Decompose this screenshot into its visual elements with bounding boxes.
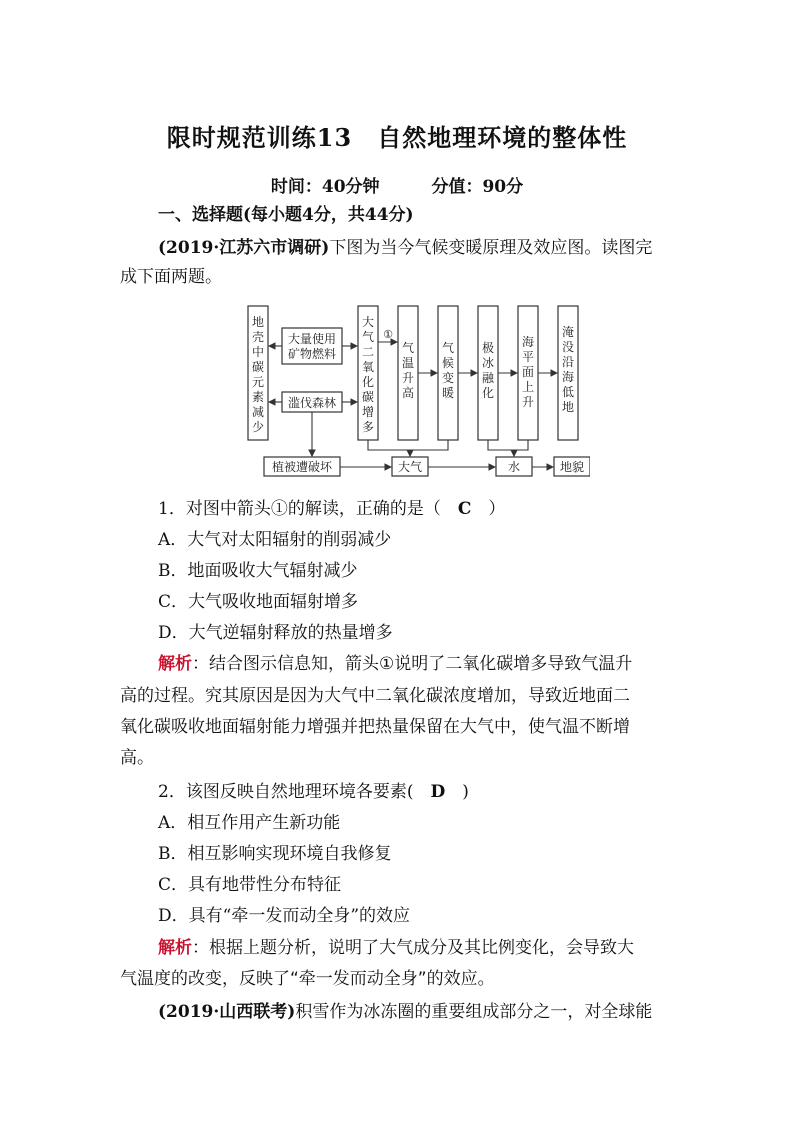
label-flood bbox=[562, 325, 574, 414]
next-intro-line bbox=[158, 1000, 718, 1024]
label-temp-char: 气 bbox=[401, 341, 415, 355]
label-temp-char: 温 bbox=[401, 356, 415, 370]
label-co2-char: 气 bbox=[361, 330, 375, 344]
label-temp-char: 高 bbox=[401, 386, 415, 400]
q1-stem-text: 1．对图中箭头①的解读，正确的是（ bbox=[158, 499, 458, 519]
label-co2-char: 大 bbox=[361, 315, 375, 329]
q2-stem bbox=[158, 780, 718, 804]
q2-analysis-text-1: ：根据上题分析，说明了大气成分及其比例变化，会导致大 bbox=[192, 938, 634, 958]
q1-option-b: B．地面吸收大气辐射减少 bbox=[158, 561, 358, 581]
label-climate-char: 气 bbox=[441, 341, 455, 355]
label-crust-char: 中 bbox=[251, 345, 265, 359]
label-crust-char: 壳 bbox=[251, 330, 265, 344]
intro-source: (2019·江苏六市调研) bbox=[158, 238, 330, 258]
label-flood-char: 淹 bbox=[561, 325, 575, 339]
q2-analysis-line-2: 气温度的改变，反映了“牵一发而动全身”的效应。 bbox=[120, 969, 495, 989]
label-climate-char: 变 bbox=[441, 371, 455, 385]
q2-stem-text: 2．该图反映自然地理环境各要素( bbox=[158, 782, 431, 802]
label-flood-char: 地 bbox=[561, 400, 575, 414]
label-co2-char: 多 bbox=[361, 420, 375, 434]
label-co2-char: 氧 bbox=[361, 360, 375, 374]
intro-line-1 bbox=[158, 236, 718, 260]
label-ice-char: 融 bbox=[481, 371, 495, 385]
link-sea bbox=[514, 440, 528, 450]
label-climate-char: 候 bbox=[441, 356, 455, 370]
label-forest: 滥伐森林 bbox=[287, 396, 337, 410]
page-title: 限时规范训练13 自然地理环境的整体性 bbox=[166, 123, 628, 152]
label-co2-char: 二 bbox=[361, 345, 375, 359]
next-source: (2019·山西联考) bbox=[158, 1002, 296, 1022]
label-fossil-2: 矿物燃料 bbox=[287, 347, 337, 361]
label-flood-char: 沿 bbox=[561, 355, 575, 369]
q1-analysis-label: 解析 bbox=[158, 654, 192, 674]
q2-analysis-label: 解析 bbox=[158, 938, 192, 958]
intro-text: 下图为当今气候变暖原理及效应图。读图完 bbox=[329, 238, 653, 258]
q2-option-b: B．相互影响实现环境自我修复 bbox=[158, 844, 392, 864]
section-heading: 一、选择题(每小题4分，共44分) bbox=[158, 205, 414, 225]
label-sea-char: 升 bbox=[521, 395, 535, 409]
q1-analysis-line-1 bbox=[158, 652, 718, 676]
q1-analysis-line-2: 高的过程。究其原因是因为大气中二氧化碳浓度增加，导致近地面二 bbox=[120, 686, 630, 706]
q1-answer: C bbox=[457, 499, 472, 519]
label-flood-char: 没 bbox=[561, 340, 575, 354]
label-crust-char: 少 bbox=[251, 420, 265, 434]
label-co2-char: 化 bbox=[361, 375, 375, 389]
label-climate-char: 暖 bbox=[441, 386, 455, 400]
label-ice-char: 冰 bbox=[481, 356, 495, 370]
label-crust-char: 碳 bbox=[251, 360, 265, 374]
label-flood-char: 低 bbox=[561, 385, 575, 399]
label-fossil-1: 大量使用 bbox=[287, 332, 337, 346]
label-sea-char: 面 bbox=[521, 365, 535, 379]
total-score: 分值：90分 bbox=[431, 177, 524, 197]
link-co2 bbox=[368, 440, 410, 450]
q2-option-c: C．具有地带性分布特征 bbox=[158, 875, 342, 895]
label-water: 水 bbox=[507, 460, 521, 474]
label-crust-char: 地 bbox=[251, 315, 265, 329]
label-temp-char: 升 bbox=[401, 371, 415, 385]
label-sea-char: 海 bbox=[521, 335, 535, 349]
exam-meta bbox=[0, 172, 794, 197]
link-ice bbox=[488, 440, 514, 450]
q1-analysis-line-3: 氧化碳吸收地面辐射能力增强并把热量保留在大气中，使气温不断增 bbox=[120, 717, 630, 737]
label-crust-char: 素 bbox=[251, 390, 265, 404]
next-text: 积雪作为冰冻圈的重要组成部分之一，对全球能 bbox=[295, 1002, 653, 1022]
q1-close: ） bbox=[471, 499, 506, 519]
label-co2-char: 碳 bbox=[361, 390, 375, 404]
label-flood-char: 海 bbox=[561, 370, 575, 384]
label-sea-char: 上 bbox=[521, 380, 535, 394]
label-sea-char: 平 bbox=[521, 350, 535, 364]
q1-stem bbox=[158, 497, 718, 521]
label-co2-char: 增 bbox=[361, 405, 375, 419]
arrow-1-label: ① bbox=[383, 328, 393, 341]
q2-option-d: D．具有“牵一发而动全身”的效应 bbox=[158, 906, 411, 926]
label-ice-char: 化 bbox=[481, 386, 495, 400]
label-crust-char: 元 bbox=[251, 375, 265, 389]
q2-analysis-line-1 bbox=[158, 936, 718, 960]
time-limit: 时间：40分钟 bbox=[270, 177, 380, 197]
label-landform: 地貌 bbox=[559, 460, 585, 474]
label-atmo: 大气 bbox=[397, 460, 423, 474]
q1-option-d: D．大气逆辐射释放的热量增多 bbox=[158, 623, 393, 643]
q2-option-a: A．相互作用产生新功能 bbox=[158, 813, 341, 833]
q1-option-a: A．大气对太阳辐射的削弱减少 bbox=[158, 530, 392, 550]
q1-option-c: C．大气吸收地面辐射增多 bbox=[158, 592, 359, 612]
q2-answer: D bbox=[430, 782, 446, 802]
link-climate bbox=[410, 440, 448, 450]
label-veg: 植被遭破坏 bbox=[271, 460, 333, 474]
climate-warming-diagram bbox=[246, 304, 590, 480]
q1-analysis-text-1: ：结合图示信息知，箭头①说明了二氧化碳增多导致气温升 bbox=[192, 654, 633, 674]
label-ice-char: 极 bbox=[481, 341, 495, 355]
q1-analysis-line-4: 高。 bbox=[120, 748, 154, 768]
intro-line-2: 成下面两题。 bbox=[120, 267, 222, 287]
label-sea bbox=[522, 335, 534, 409]
q2-close: ) bbox=[445, 782, 469, 802]
label-crust-char: 减 bbox=[251, 405, 265, 419]
